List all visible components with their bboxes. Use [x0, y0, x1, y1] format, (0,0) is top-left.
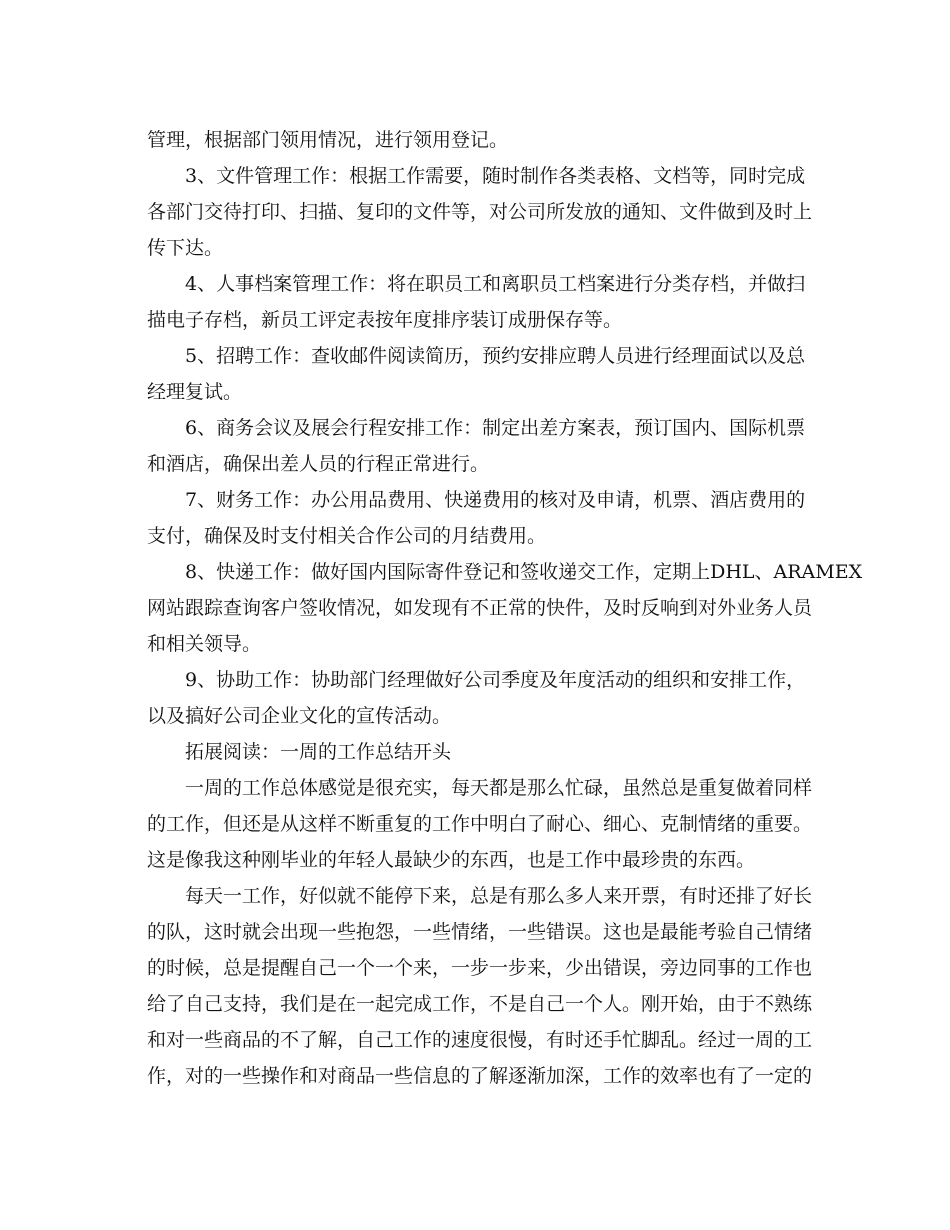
text-line-8: 经理复试。 — [147, 381, 243, 403]
text-line-9: 6、商务会议及展会行程安排工作：制定出差方案表，预订国内、国际机票 — [185, 417, 806, 439]
document-page — [147, 122, 863, 1094]
text-line-25: 给了自己支持，我们是在一起完成工作，不是自己一个人。刚开始，由于不熟练 — [147, 993, 813, 1015]
text-line-15: 和相关领导。 — [147, 633, 262, 655]
text-line-13: 8、快递工作：做好国内国际寄件登记和签收递交工作，定期上DHL、ARAMEX — [185, 561, 863, 583]
text-line-22: 每天一工作，好似就不能停下来，总是有那么多人来开票，有时还排了好长 — [185, 885, 813, 907]
text-line-21: 这是像我这种刚毕业的年轻人最缺少的东西，也是工作中最珍贵的东西。 — [147, 849, 756, 871]
text-line-14: 网站跟踪查询客户签收情况，如发现有不正常的快件，及时反响到对外业务人员 — [147, 597, 813, 619]
text-line-10: 和酒店，确保出差人员的行程正常进行。 — [147, 453, 490, 475]
text-line-6: 描电子存档，新员工评定表按年度排序装订成册保存等。 — [147, 309, 623, 331]
text-line-16: 9、协助工作：协助部门经理做好公司季度及年度活动的组织和安排工作， — [185, 669, 806, 691]
text-line-24: 的时候，总是提醒自己一个一个来，一步一步来，少出错误，旁边同事的工作也 — [147, 957, 813, 979]
text-line-20: 的工作，但还是从这样不断重复的工作中明白了耐心、细心、克制情绪的重要。 — [147, 813, 813, 835]
text-line-11: 7、财务工作：办公用品费用、快递费用的核对及申请，机票、酒店费用的 — [185, 489, 806, 511]
text-line-12: 支付，确保及时支付相关合作公司的月结费用。 — [147, 525, 547, 547]
text-line-3: 各部门交待打印、扫描、复印的文件等，对公司所发放的通知、文件做到及时上 — [147, 201, 813, 223]
text-line-23: 的队，这时就会出现一些抱怨，一些情绪，一些错误。这也是最能考验自己情绪 — [147, 921, 813, 943]
text-line-19: 一周的工作总体感觉是很充实，每天都是那么忙碌，虽然总是重复做着同样 — [185, 777, 813, 799]
text-line-18: 拓展阅读：一周的工作总结开头 — [185, 741, 452, 763]
text-line-4: 传下达。 — [147, 237, 224, 259]
text-line-1: 管理，根据部门领用情况，进行领用登记。 — [147, 129, 509, 151]
text-line-2: 3、文件管理工作：根据工作需要，随时制作各类表格、文档等，同时完成 — [185, 165, 806, 187]
text-line-7: 5、招聘工作：查收邮件阅读简历，预约安排应聘人员进行经理面试以及总 — [185, 345, 806, 367]
text-line-27: 作，对的一些操作和对商品一些信息的了解逐渐加深，工作的效率也有了一定的 — [147, 1065, 813, 1087]
text-line-5: 4、人事档案管理工作：将在职员工和离职员工档案进行分类存档，并做扫 — [185, 273, 806, 295]
text-line-17: 以及搞好公司企业文化的宣传活动。 — [147, 705, 452, 727]
text-line-26: 和对一些商品的不了解，自己工作的速度很慢，有时还手忙脚乱。经过一周的工 — [147, 1029, 813, 1051]
